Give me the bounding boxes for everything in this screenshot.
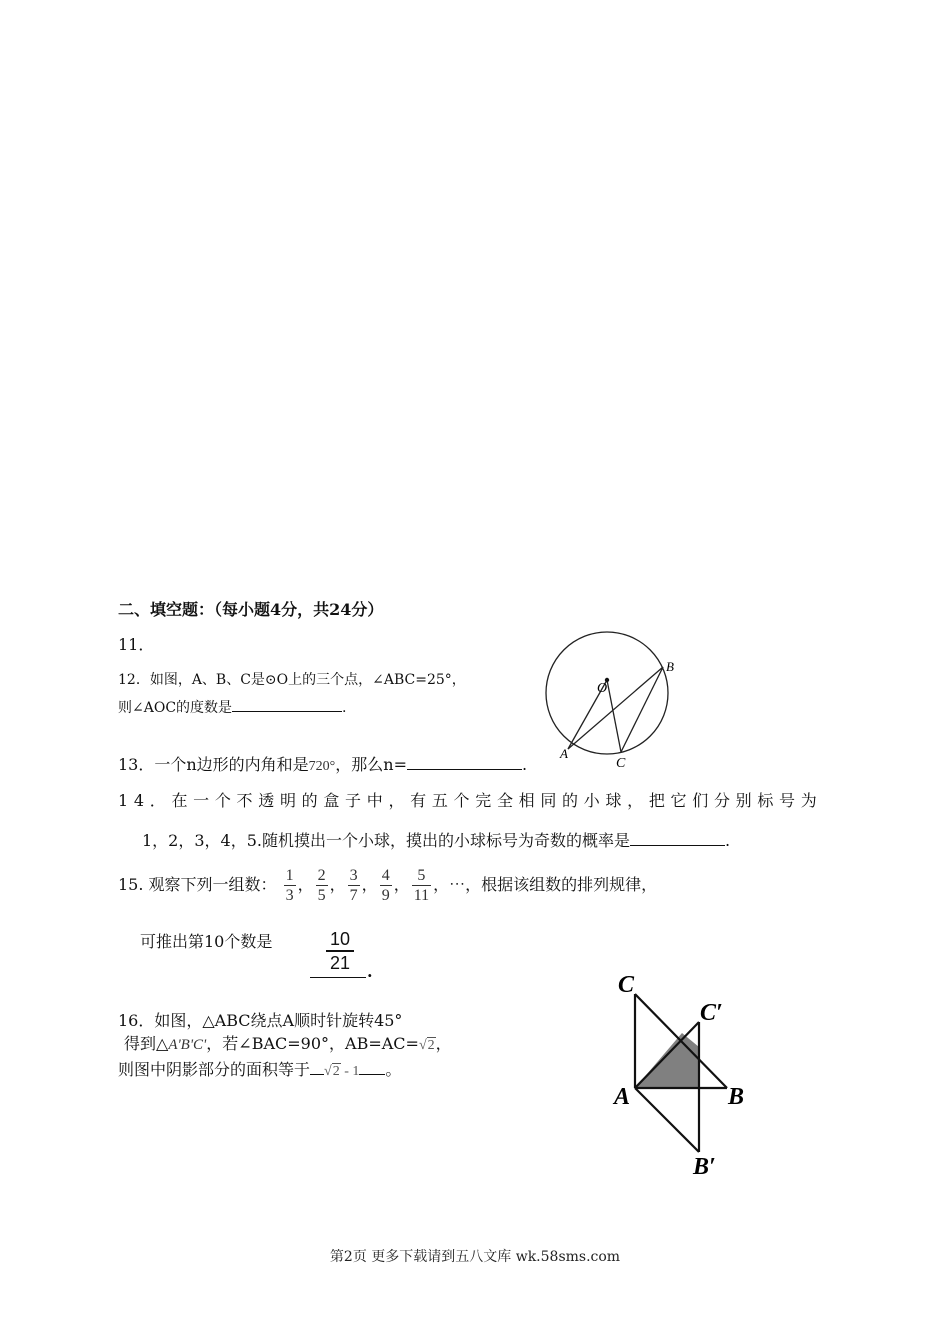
section-title: 二、填空题：（每小题4分，共24分） [118, 600, 384, 619]
question-13-middle: ，那么n= [335, 755, 407, 774]
circle-figure [540, 625, 700, 775]
label-b: B [666, 659, 674, 674]
answer-blank-16-right[interactable] [359, 1058, 385, 1075]
label-b-prime: B′ [693, 1154, 716, 1180]
answer-blank-16-left[interactable] [310, 1058, 324, 1075]
answer-16: √2 - 1 [324, 1064, 360, 1079]
separator: ， [297, 875, 314, 894]
question-16-line2 [124, 1034, 452, 1056]
fraction-2 [316, 866, 328, 905]
question-12-text: 则∠AOC的度数是 [118, 700, 233, 716]
segment-ab-prime [635, 1088, 699, 1152]
label-c: C [616, 756, 626, 771]
answer-blank-13[interactable] [407, 753, 522, 770]
fraction-2-num: 2 [317, 867, 326, 884]
question-12-suffix: . [342, 700, 347, 716]
angle-sum-value: 720° [308, 759, 336, 774]
question-15-suffix: ，⋯，根据该组数的排列规律， [433, 875, 658, 894]
fraction-4-den: 9 [381, 887, 390, 904]
answer-16-rest: - 1 [340, 1064, 360, 1079]
question-12-line2 [118, 695, 346, 718]
separator: ， [329, 875, 346, 894]
question-16-line3 [118, 1058, 401, 1082]
answer-16-radicand: 2 [332, 1064, 340, 1079]
page-footer: 第2页 更多下载请到五八文库 wk.58sms.com [329, 1249, 621, 1265]
fraction-1-num: 1 [285, 867, 294, 884]
label-a: A [614, 1084, 631, 1110]
question-13 [118, 753, 527, 777]
question-16-text: 得到△ [124, 1034, 169, 1053]
question-16-end: 。 [385, 1060, 402, 1079]
question-12-line1: 12．如图，A、B、C是⊙O上的三个点，∠ABC=25°， [118, 672, 466, 688]
fraction-3 [348, 866, 360, 905]
answer-blank-15[interactable] [310, 977, 366, 978]
label-b: B [728, 1084, 745, 1110]
segment-bc [621, 667, 663, 752]
question-15-line1 [118, 863, 657, 907]
answer-blank-14[interactable] [630, 829, 725, 846]
fraction-1-den: 3 [285, 887, 294, 904]
answer-blank-12[interactable] [232, 695, 342, 712]
question-14-line1: 14．在一个不透明的盒子中，有五个完全相同的小球，把它们分别标号为 [118, 791, 823, 810]
question-15-text: 15. 观察下列一组数： [118, 875, 277, 894]
answer-fraction [326, 928, 354, 974]
label-a: A [560, 746, 568, 761]
question-15-suffix-dot: . [367, 962, 373, 981]
question-16-middle: ，若∠BAC=90°，AB=AC= [206, 1034, 419, 1053]
answer-fraction-num: 10 [326, 928, 354, 952]
label-c: C [618, 972, 635, 998]
fraction-5-den: 11 [413, 887, 430, 904]
fraction-3-num: 3 [349, 867, 358, 884]
question-14-text: 1，2，3，4，5.随机摸出一个小球，摸出的小球标号为奇数的概率是 [142, 831, 630, 850]
fraction-2-den: 5 [317, 887, 326, 904]
fraction-4-num: 4 [381, 867, 390, 884]
answer-fraction-den: 21 [330, 953, 351, 973]
sqrt-radicand: 2 [427, 1038, 435, 1053]
rotation-figure [605, 970, 765, 1180]
fraction-1 [284, 866, 296, 905]
fraction-3-den: 7 [349, 887, 358, 904]
fraction-5 [412, 866, 431, 905]
question-14-suffix: . [725, 831, 731, 850]
question-14-line2 [142, 829, 730, 851]
label-o: O [597, 681, 608, 696]
separator: ， [393, 875, 410, 894]
answer-15 [310, 928, 354, 974]
question-13-text: 13．一个n边形的内角和是 [118, 755, 309, 774]
shaded-region [635, 1033, 699, 1088]
fraction-4 [380, 866, 392, 905]
question-11: 11． [118, 635, 155, 654]
label-c-prime: C′ [700, 1000, 723, 1026]
sqrt-value: √2 [418, 1038, 435, 1053]
question-13-suffix: . [522, 755, 528, 774]
question-16-text2: 则图中阴影部分的面积等于 [118, 1060, 311, 1079]
question-15-line2: 可推出第10个数是 [140, 932, 273, 951]
separator: ， [361, 875, 378, 894]
segment-oc [607, 680, 621, 752]
question-16-suffix: ， [435, 1034, 452, 1053]
triangle-name: A'B'C' [168, 1037, 207, 1053]
question-16-line1: 16．如图，△ABC绕点A顺时针旋转45° [118, 1011, 403, 1030]
fraction-5-num: 5 [412, 866, 431, 886]
